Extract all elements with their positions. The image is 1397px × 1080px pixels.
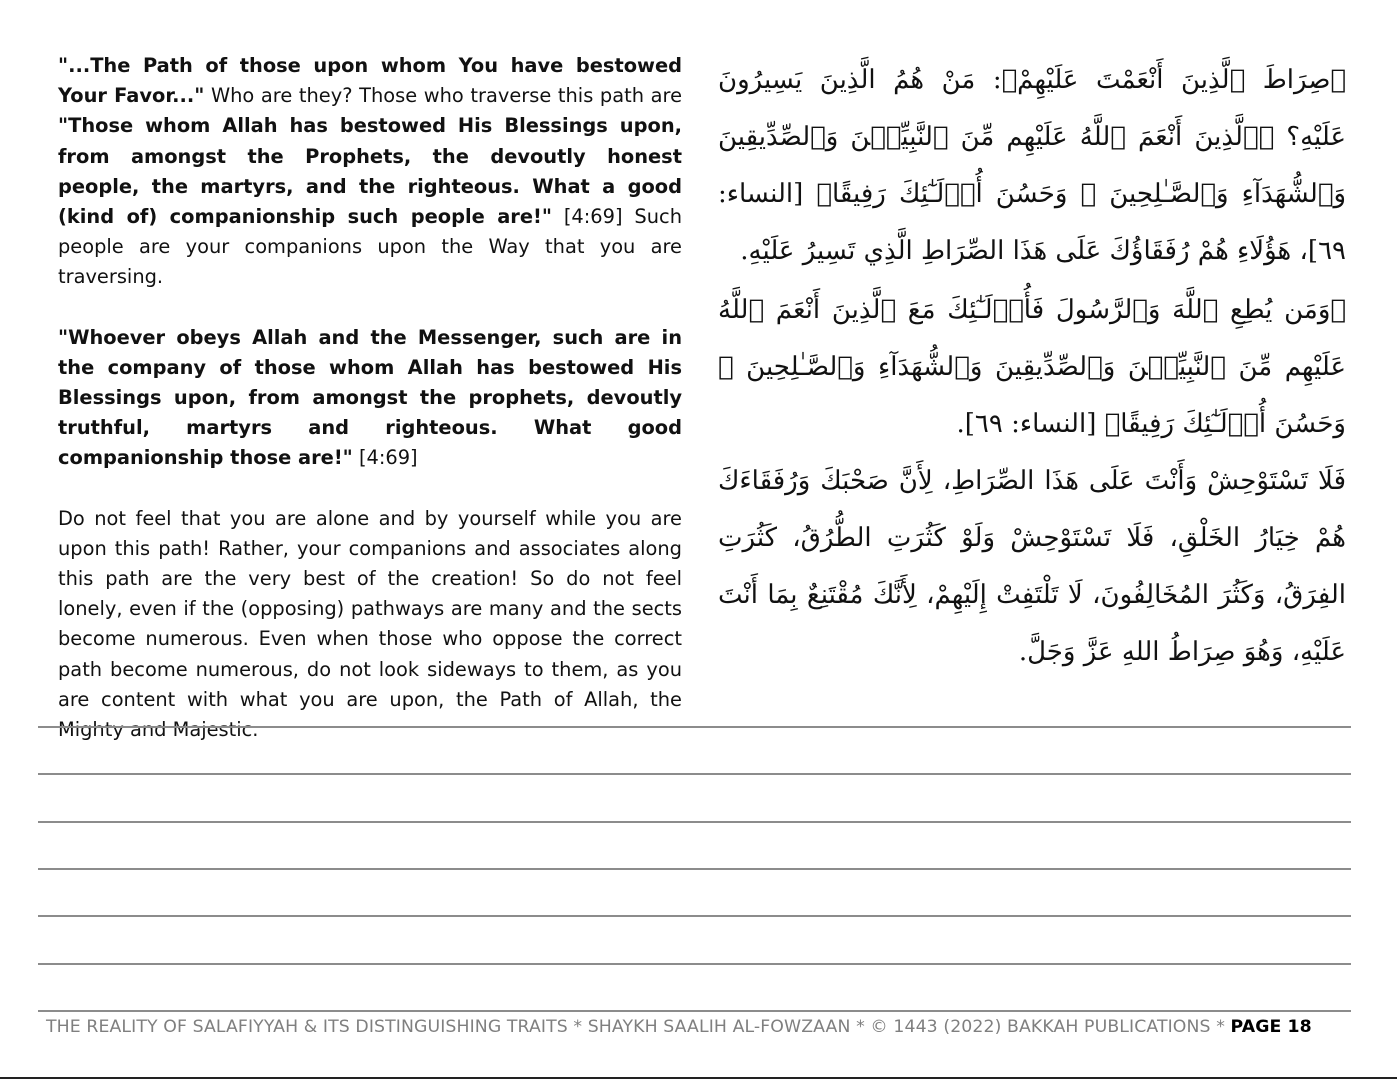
writing-line (38, 821, 1351, 823)
quote-bold: "...The Path of those upon whom You have bestowed Your Favor..." (58, 54, 682, 108)
writing-line (38, 773, 1351, 775)
arabic-paragraph-1: ﴿صِرَاطَ ٱلَّذِينَ أَنْعَمْتَ عَلَيْهِمْ﴾: مَنْ هُمُ الَّذِينَ يَسِيرُونَ عَلَيْهِ؟ ﴿ٱلَّذِينَ أَنْعَمَ ٱللَّهُ عَلَيْهِم مِّنَ ٱلنَّبِيِّـۧنَ وَٱلصِّدِّيقِينَ وَٱلشُّهَدَآءِ وَٱلصَّـٰلِحِينَ ۚ وَحَسُنَ أُو۟لَـٰٓئِكَ رَفِيقًا﴾ [النساء: ٦٩]، هَؤُلَاءِ هُمْ رُفَقَاؤُكَ عَلَى هَذَا الصِّرَاطِ الَّذِي تَسِيرُ عَلَيْهِ. (718, 65, 1346, 266)
english-paragraph-1 (58, 51, 682, 293)
body-text: [4:69] Such people are your companions upon the Way that you are traversing. (58, 205, 682, 289)
arabic-paragraph-3: فَلَا تَسْتَوْحِشْ وَأَنْتَ عَلَى هَذَا الصِّرَاطِ، لِأَنَّ صَحْبَكَ وَرُفَقَاءَكَ هُمْ خِيَارُ الخَلْقِ، فَلَا تَسْتَوْحِشْ وَلَوْ كَثُرَتِ الطُّرُقُ، كَثُرَتِ الفِرَقُ، وَكَثُرَ المُخَالِفُونَ، لَا تَلْتَفِتْ إِلَيْهِمْ، لِأَنَّكَ مُقْتَنِعٌ بِمَا أَنْتَ عَلَيْهِ، وَهُوَ صِرَاطُ اللهِ عَزَّ وَجَلَّ. (718, 466, 1346, 667)
writing-line (38, 868, 1351, 870)
arabic-paragraph-2: ﴿وَمَن يُطِعِ ٱللَّهَ وَٱلرَّسُولَ فَأُو۟لَـٰٓئِكَ مَعَ ٱلَّذِينَ أَنْعَمَ ٱللَّهُ عَلَيْهِم مِّنَ ٱلنَّبِيِّـۧنَ وَٱلصِّدِّيقِينَ وَٱلشُّهَدَآءِ وَٱلصَّـٰلِحِينَ ۚ وَحَسُنَ أُو۟لَـٰٓئِكَ رَفِيقًا﴾ [النساء: ٦٩]. (718, 295, 1346, 439)
body-text: Who are they? Those who traverse this path are (204, 84, 682, 108)
body-text: [4:69] (352, 446, 418, 470)
writing-line (38, 915, 1351, 917)
writing-line (38, 963, 1351, 965)
writing-line (38, 726, 1351, 728)
english-paragraph-2 (58, 323, 682, 474)
arabic-text-column (718, 52, 1346, 681)
quote-bold: "Whoever obeys Allah and the Messenger, such are in the company of those whom Allah has bestowed His Blessings upon, from amongst the prophets, devoutly truthful, martyrs and righteous. What good companionship those are!" (58, 325, 682, 470)
english-paragraph-3: Do not feel that you are alone and by yourself while you are upon this path! Rather, your companions and associates along this path are the very best of the creation! So do not feel lonely, even if the (opposing) pathways are many and the sects become numerous. Even when those who oppose the correct path become numerous, do not look sideways to them, as you are content with what you are upon, the Path of Allah, the Mighty and Majestic. (58, 506, 682, 742)
writing-line (38, 1010, 1351, 1012)
english-text-column (58, 51, 682, 775)
page-footer (46, 1017, 1349, 1037)
page-bottom-border (0, 1077, 1397, 1079)
notes-writing-lines (38, 726, 1351, 1016)
footer-title: THE REALITY OF SALAFIYYAH & ITS DISTINGUISHING TRAITS * SHAYKH SAALIH AL-FOWZAAN * © 1443 (2022) BAKKAH PUBLICATIONS * (46, 1017, 1231, 1037)
page-number: PAGE 18 (1230, 1017, 1312, 1037)
quote-bold: "Those whom Allah has bestowed His Blessings upon, from amongst the Prophets, the devoutly honest people, the martyrs, and the righteous. What a good (kind of) companionship such people are!" (58, 114, 682, 229)
